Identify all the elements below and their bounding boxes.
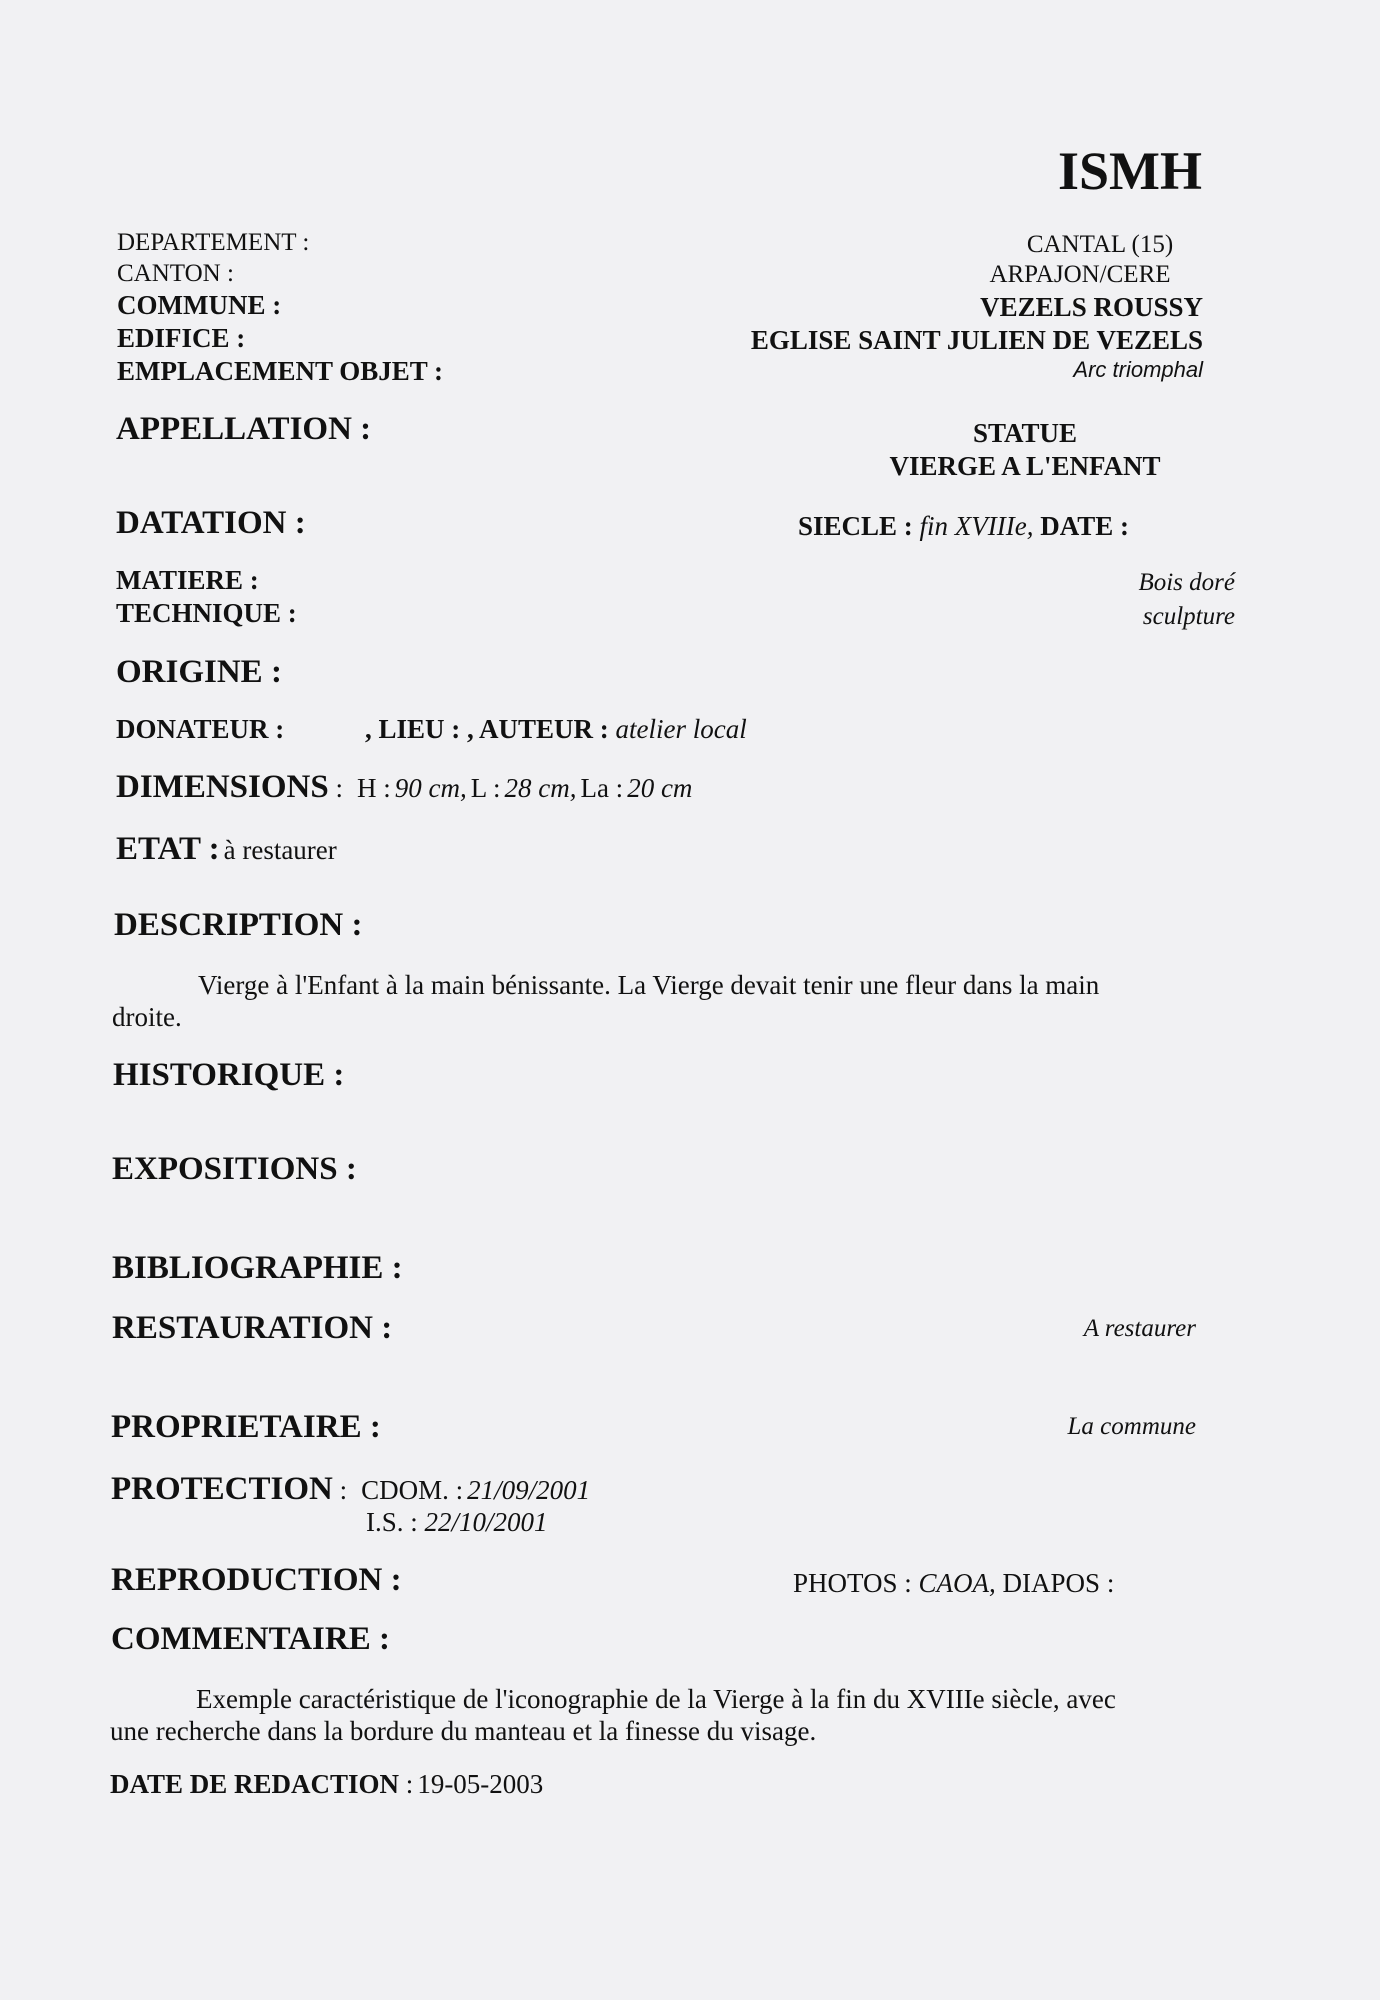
redaction-value: 19-05-2003 [417, 1769, 544, 1799]
commune-label: COMMUNE : [117, 290, 282, 320]
emplacement-label: EMPLACEMENT OBJET : [117, 356, 444, 386]
lieu-label: , LIEU : [365, 714, 461, 744]
auteur-value: atelier local [615, 714, 747, 744]
siecle-value: fin XVIIIe, [919, 511, 1034, 541]
width-value: 20 cm [627, 773, 693, 803]
date-label: DATE : [1040, 511, 1130, 541]
appellation-line-2: VIERGE A L'ENFANT [889, 451, 1161, 481]
historique-label: HISTORIQUE : [113, 1057, 345, 1093]
is-line [366, 1509, 548, 1536]
etat-label: ETAT : [116, 831, 220, 867]
restauration-label: RESTAURATION : [112, 1310, 393, 1346]
auteur-label: , AUTEUR : [467, 714, 609, 744]
proprietaire-label: PROPRIETAIRE : [111, 1409, 381, 1445]
commentaire-line-1: Exemple caractéristique de l'iconographie de la Vierge à la fin du XVIIIe siècle, avec [196, 1684, 1116, 1714]
matiere-value: Bois doré [1138, 569, 1235, 596]
bibliographie-label: BIBLIOGRAPHIE : [112, 1250, 403, 1286]
dimensions-colon: : [328, 773, 343, 803]
expositions-label: EXPOSITIONS : [112, 1151, 357, 1187]
commentaire-label: COMMENTAIRE : [111, 1621, 390, 1657]
origine-label: ORIGINE : [116, 654, 282, 690]
height-value: 90 cm, [394, 773, 467, 803]
etat-value: à restaurer [223, 835, 337, 865]
technique-value: sculpture [1142, 603, 1235, 630]
protection-line [111, 1473, 590, 1506]
length-label: L : [470, 773, 501, 803]
protection-label: PROTECTION [111, 1471, 333, 1507]
reproduction-label: REPRODUCTION : [111, 1562, 402, 1598]
restauration-value: A restaurer [1083, 1315, 1196, 1342]
proprietaire-value: La commune [1067, 1413, 1196, 1440]
is-label: I.S. : [366, 1507, 418, 1537]
cdom-label: CDOM. : [361, 1475, 464, 1505]
photos-line [793, 1570, 1114, 1597]
description-label: DESCRIPTION : [114, 907, 363, 943]
redaction-label: DATE DE REDACTION [110, 1769, 400, 1799]
etat-line [116, 833, 337, 866]
is-value: 22/10/2001 [424, 1507, 548, 1537]
canton-label: CANTON : [117, 260, 234, 287]
appellation-line-1: STATUE [972, 418, 1078, 448]
datation-label: DATATION : [116, 505, 306, 541]
commentaire-line-2: une recherche dans la bordure du manteau et la finesse du visage. [110, 1716, 817, 1746]
lieu-auteur-line [365, 716, 747, 743]
dimensions-label: DIMENSIONS [116, 769, 329, 805]
departement-value: CANTAL (15) [1026, 231, 1174, 258]
height-label: H : [356, 773, 391, 803]
document-title: ISMH [1058, 141, 1203, 201]
redaction-line [110, 1771, 543, 1798]
dimensions-line [116, 771, 692, 804]
siecle-line [798, 513, 1129, 540]
edifice-label: EDIFICE : [117, 323, 246, 353]
commune-value: VEZELS ROUSSY [980, 292, 1203, 322]
description-line-2: droite. [112, 1002, 182, 1032]
protection-colon: : [332, 1475, 348, 1505]
siecle-label: SIECLE : [798, 511, 913, 541]
departement-label: DEPARTEMENT : [117, 229, 310, 256]
appellation-label: APPELLATION : [116, 411, 372, 447]
photos-value: CAOA, [918, 1568, 996, 1598]
emplacement-value: Arc triomphal [1073, 357, 1203, 382]
canton-value: ARPAJON/CERE [989, 261, 1171, 288]
edifice-value: EGLISE SAINT JULIEN DE VEZELS [750, 325, 1203, 355]
width-label: La : [580, 773, 624, 803]
redaction-colon: : [399, 1769, 414, 1799]
matiere-label: MATIERE : [116, 565, 259, 595]
diapos-label: DIAPOS : [1002, 1568, 1115, 1598]
cdom-value: 21/09/2001 [467, 1475, 591, 1505]
donateur-label: DONATEUR : [116, 714, 285, 744]
photos-label: PHOTOS : [793, 1568, 912, 1598]
length-value: 28 cm, [504, 773, 577, 803]
technique-label: TECHNIQUE : [116, 598, 297, 628]
description-line-1: Vierge à l'Enfant à la main bénissante. La Vierge devait tenir une fleur dans la main [198, 970, 1100, 1000]
